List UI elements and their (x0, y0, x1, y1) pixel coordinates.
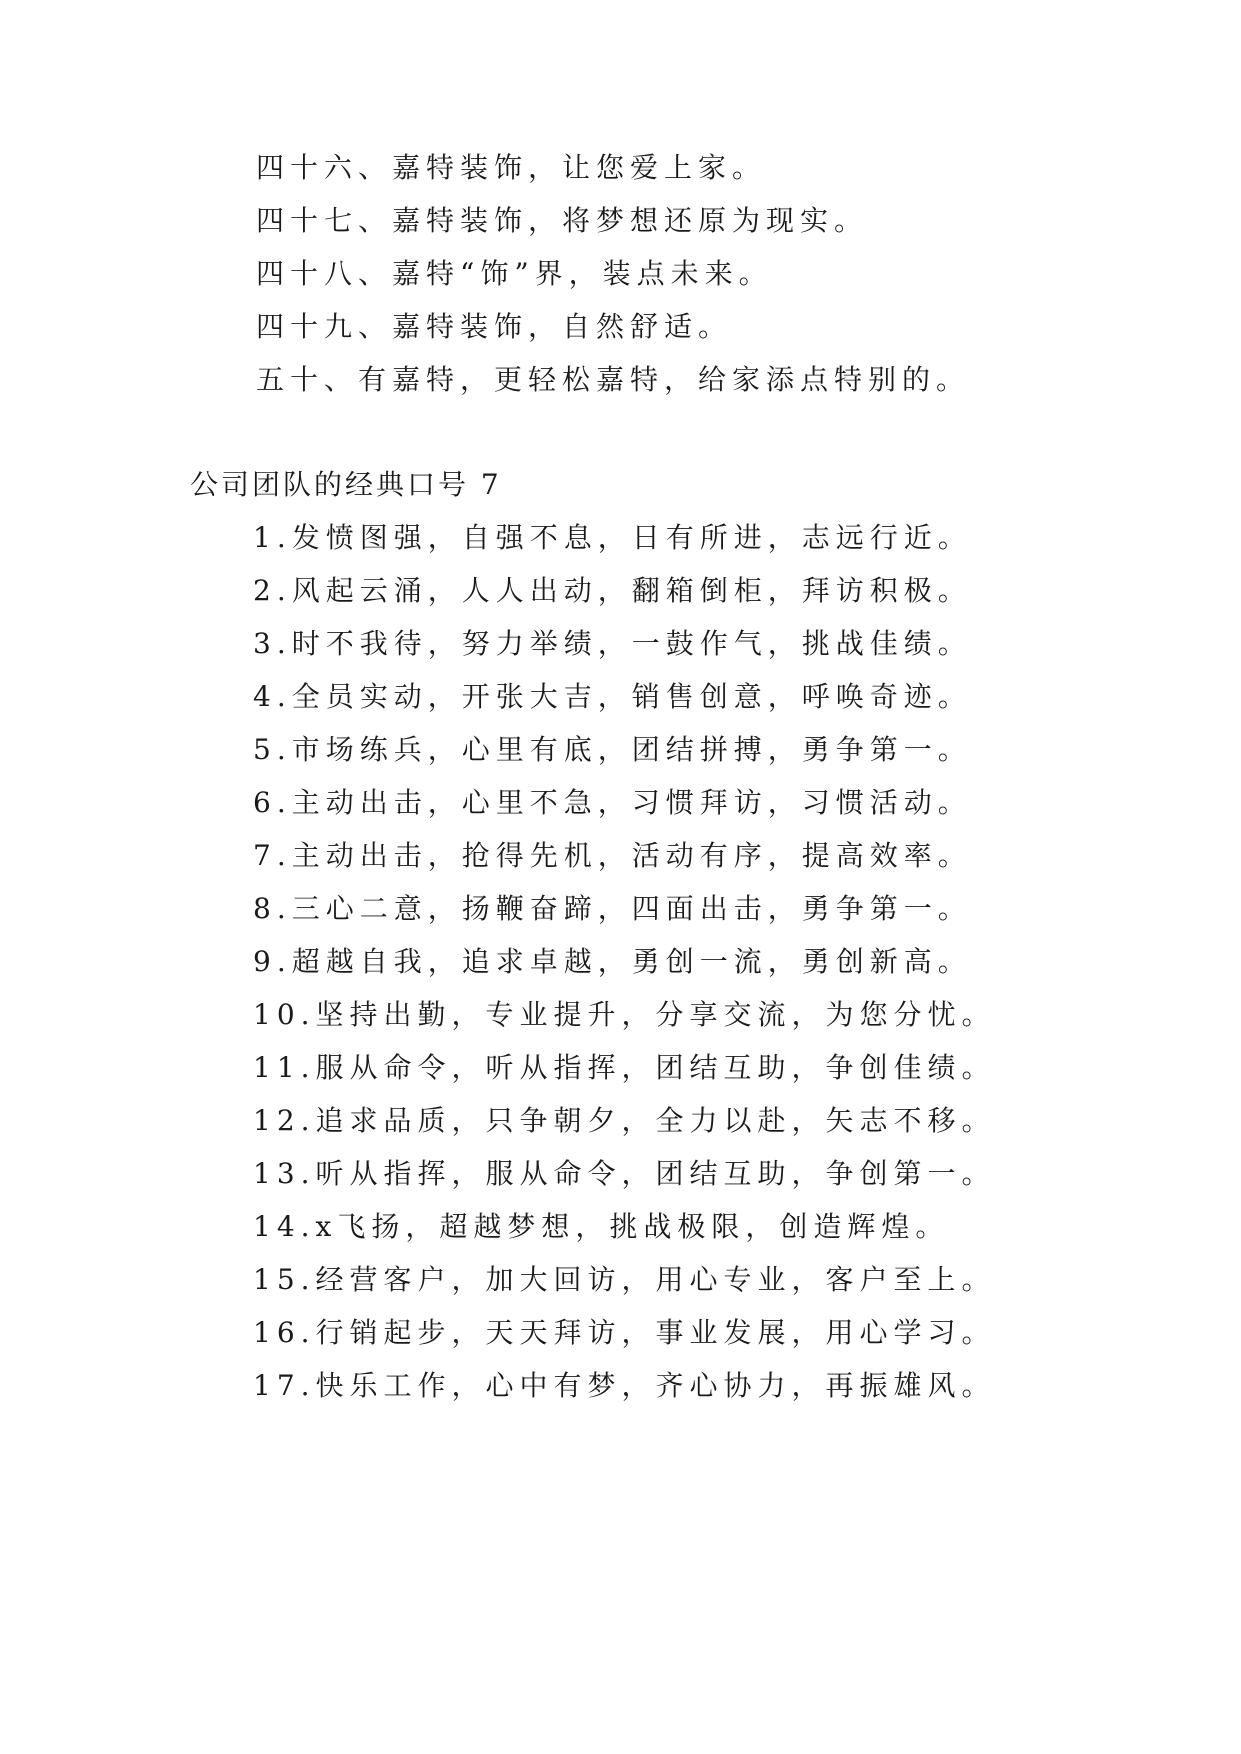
slogan-line: 3.时不我待，努力举绩，一鼓作气，挑战佳绩。 (253, 627, 972, 660)
slogan-line: 1.发愤图强，自强不息，日有所进，志远行近。 (253, 521, 972, 554)
slogan-line: 13.听从指挥，服从命令，团结互助，争创第一。 (253, 1157, 996, 1190)
intro-line: 四十七、嘉特装饰，将梦想还原为现实。 (256, 204, 869, 237)
slogan-line: 10.坚持出勤，专业提升，分享交流，为您分忧。 (253, 998, 996, 1031)
slogan-line: 4.全员实动，开张大吉，销售创意，呼唤奇迹。 (253, 680, 972, 713)
slogan-line: 2.风起云涌，人人出动，翻箱倒柜，拜访积极。 (253, 574, 972, 607)
slogan-line: 11.服从命令，听从指挥，团结互助，争创佳绩。 (253, 1051, 996, 1084)
slogan-line: 7.主动出击，抢得先机，活动有序，提高效率。 (253, 839, 972, 872)
intro-line: 四十六、嘉特装饰，让您爱上家。 (256, 151, 767, 184)
slogan-line: 5.市场练兵，心里有底，团结拼搏，勇争第一。 (253, 733, 972, 766)
slogan-line: 16.行销起步，天天拜访，事业发展，用心学习。 (253, 1316, 996, 1349)
slogan-line: 6.主动出击，心里不急，习惯拜访，习惯活动。 (253, 786, 972, 819)
intro-line: 四十八、嘉特“饰”界，装点未来。 (256, 257, 773, 290)
slogan-line: 14.x飞扬，超越梦想，挑战极限，创造辉煌。 (253, 1210, 950, 1243)
intro-line: 五十、有嘉特，更轻松嘉特，给家添点特别的。 (256, 363, 971, 396)
slogan-line: 12.追求品质，只争朝夕，全力以赴，矢志不移。 (253, 1104, 996, 1137)
section-title: 公司团队的经典口号 7 (190, 468, 502, 501)
slogan-line: 17.快乐工作，心中有梦，齐心协力，再振雄风。 (253, 1369, 996, 1402)
intro-line: 四十九、嘉特装饰，自然舒适。 (256, 310, 733, 343)
slogan-line: 8.三心二意，扬鞭奋蹄，四面出击，勇争第一。 (253, 892, 972, 925)
slogan-line: 15.经营客户，加大回访，用心专业，客户至上。 (253, 1263, 996, 1296)
slogan-line: 9.超越自我，追求卓越，勇创一流，勇创新高。 (253, 945, 972, 978)
